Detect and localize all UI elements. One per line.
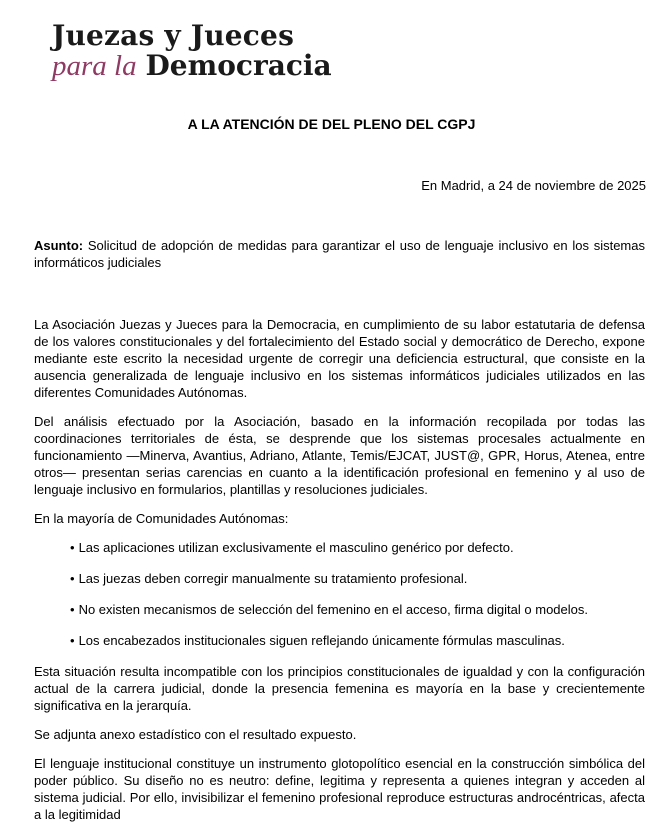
bullet-marker: • [70, 540, 75, 555]
bullet-marker: • [70, 571, 75, 586]
logo-line-2 [52, 50, 332, 82]
subject-label: Asunto: [34, 238, 84, 253]
list-item-text: No existen mecanismos de selección del femenino en el acceso, firma digital o modelos. [78, 602, 588, 617]
bullet-list [34, 539, 645, 649]
paragraph: El lenguaje institucional constituye un instrumento glotopolítico esencial en la construcción simbólica del poder público. Su diseño no es neutro: define, legitima y representa a quienes integran y acceden al sistema judicial. Por ello, invisibilizar el femenino profesional reproduce estructuras androcéntricas, afecta a la legitimidad [34, 756, 645, 822]
list-item [70, 632, 645, 649]
bullet-marker: • [70, 633, 75, 648]
association-logo [52, 20, 332, 82]
logo-bold-text: Democracia [145, 49, 332, 82]
subject-text: Solicitud de adopción de medidas para garantizar el uso de lenguaje inclusivo en los sistemas informáticos judiciales [34, 238, 645, 270]
list-item-text: Los encabezados institucionales siguen reflejando únicamente fórmulas masculinas. [78, 633, 565, 648]
paragraph: La Asociación Juezas y Jueces para la Democracia, en cumplimiento de su labor estatutaria de defensa de los valores constitucionales y del fortalecimiento del Estado social y democrático de Derecho, expone mediante este escrito la necesidad urgente de corregir una deficiencia estructural, que consiste en la ausencia generalizada de lenguaje inclusivo en los sistemas informáticos judiciales utilizados en las diferentes Comunidades Autónomas. [34, 317, 645, 400]
subject-block [34, 237, 645, 271]
document-body [34, 316, 645, 835]
bullet-marker: • [70, 602, 75, 617]
paragraph: Del análisis efectuado por la Asociación, basado en la información recopilada por todas las coordinaciones territoriales de ésta, se desprende que los sistemas procesales actualmente en funcionamiento —Minerva, Avantius, Adriano, Atlante, Temis/EJCAT, JUST@, GPR, Horus, Atenea, entre otros— presentan serias carencias en cuanto a la identificación profesional en femenino y al uso de lenguaje inclusivo en formularios, plantillas y resoluciones judiciales. [34, 414, 645, 497]
paragraph: Esta situación resulta incompatible con los principios constitucionales de igualdad y con la configuración actual de la carrera judicial, donde la presencia femenina es mayoría en la base y crecientemente significativa en la jerarquía. [34, 664, 645, 713]
list-item-text: Las juezas deben corregir manualmente su tratamiento profesional. [78, 571, 468, 586]
logo-line-1: Juezas y Jueces [52, 19, 295, 52]
logo-italic-text: para la [52, 50, 137, 82]
list-item [70, 539, 645, 556]
document-heading: A LA ATENCIÓN DE DEL PLENO DEL CGPJ [187, 116, 476, 132]
list-item-text: Las aplicaciones utilizan exclusivamente el masculino genérico por defecto. [78, 540, 514, 555]
list-item [70, 601, 645, 618]
paragraph: En la mayoría de Comunidades Autónomas: [34, 511, 289, 526]
paragraph: Se adjunta anexo estadístico con el resultado expuesto. [34, 727, 357, 742]
list-item [70, 570, 645, 587]
document-date: En Madrid, a 24 de noviembre de 2025 [421, 178, 646, 193]
